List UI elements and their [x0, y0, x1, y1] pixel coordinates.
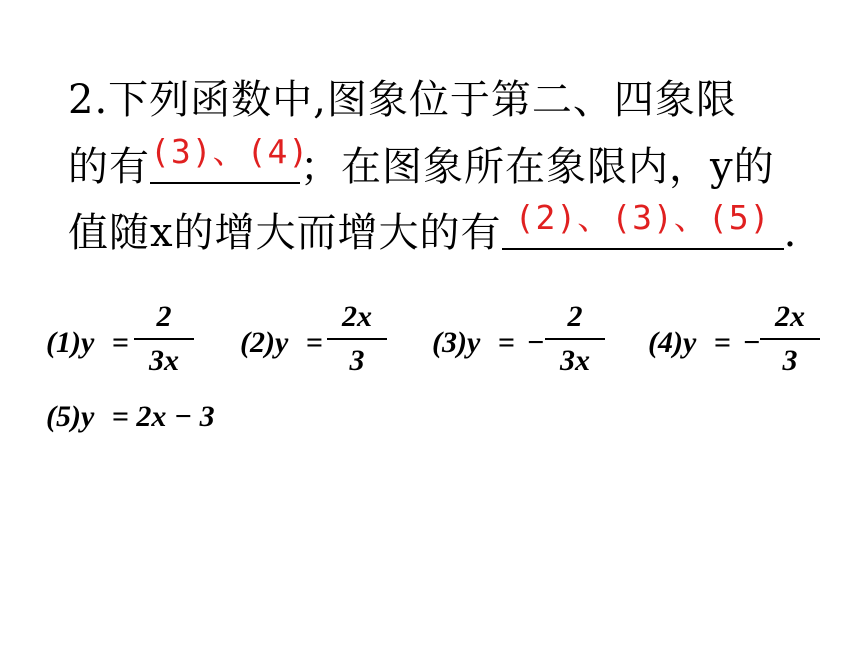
function-4-denominator: 3	[782, 344, 798, 377]
function-3-eq: =	[497, 326, 515, 359]
function-2	[240, 326, 323, 360]
function-5-expression: = 2x − 3	[111, 400, 215, 433]
function-3-denominator: 3x	[560, 344, 590, 377]
function-1-eq: =	[111, 326, 129, 359]
function-4	[648, 326, 761, 360]
function-2-denominator: 3	[349, 344, 365, 377]
answer-blank-2	[502, 198, 784, 250]
line2-prefix: 的有	[68, 144, 150, 190]
function-5	[46, 400, 215, 434]
function-1	[46, 326, 129, 360]
function-2-label: (2)y	[240, 326, 289, 359]
answer-2: (2)、(3)、(5)	[514, 198, 771, 237]
line3-suffix: .	[783, 210, 798, 256]
function-3-label: (3)y	[432, 326, 481, 359]
function-1-fraction	[134, 300, 194, 378]
function-2-fraction	[327, 300, 387, 378]
fraction-bar	[327, 338, 387, 340]
function-2-numerator: 2x	[342, 300, 372, 333]
function-1-label: (1)y	[46, 326, 95, 359]
function-4-label: (4)y	[648, 326, 697, 359]
question-line-1: 2.下列函数中,图象位于第二、四象限	[68, 77, 737, 123]
question-line-3	[68, 198, 798, 257]
function-3	[432, 326, 545, 360]
function-4-numerator: 2x	[775, 300, 805, 333]
function-4-eq: =	[713, 326, 731, 359]
function-3-numerator: 2	[567, 300, 583, 333]
function-4-minus: −	[742, 326, 761, 359]
fraction-bar	[545, 338, 605, 340]
function-3-fraction	[545, 300, 605, 378]
function-1-denominator: 3x	[149, 344, 179, 377]
fraction-bar	[760, 338, 820, 340]
function-1-numerator: 2	[156, 300, 172, 333]
answer-blank-1	[150, 132, 310, 184]
function-4-fraction	[760, 300, 820, 378]
function-3-minus: −	[526, 326, 545, 359]
question-line-2	[68, 132, 775, 191]
answer-1: (3)、(4)	[150, 132, 310, 171]
line3-prefix: 值随x的增大而增大的有	[68, 210, 502, 256]
line2-suffix: ；在图象所在象限内，y的	[300, 144, 775, 190]
function-5-label: (5)y	[46, 400, 95, 433]
function-2-eq: =	[305, 326, 323, 359]
fraction-bar	[134, 338, 194, 340]
